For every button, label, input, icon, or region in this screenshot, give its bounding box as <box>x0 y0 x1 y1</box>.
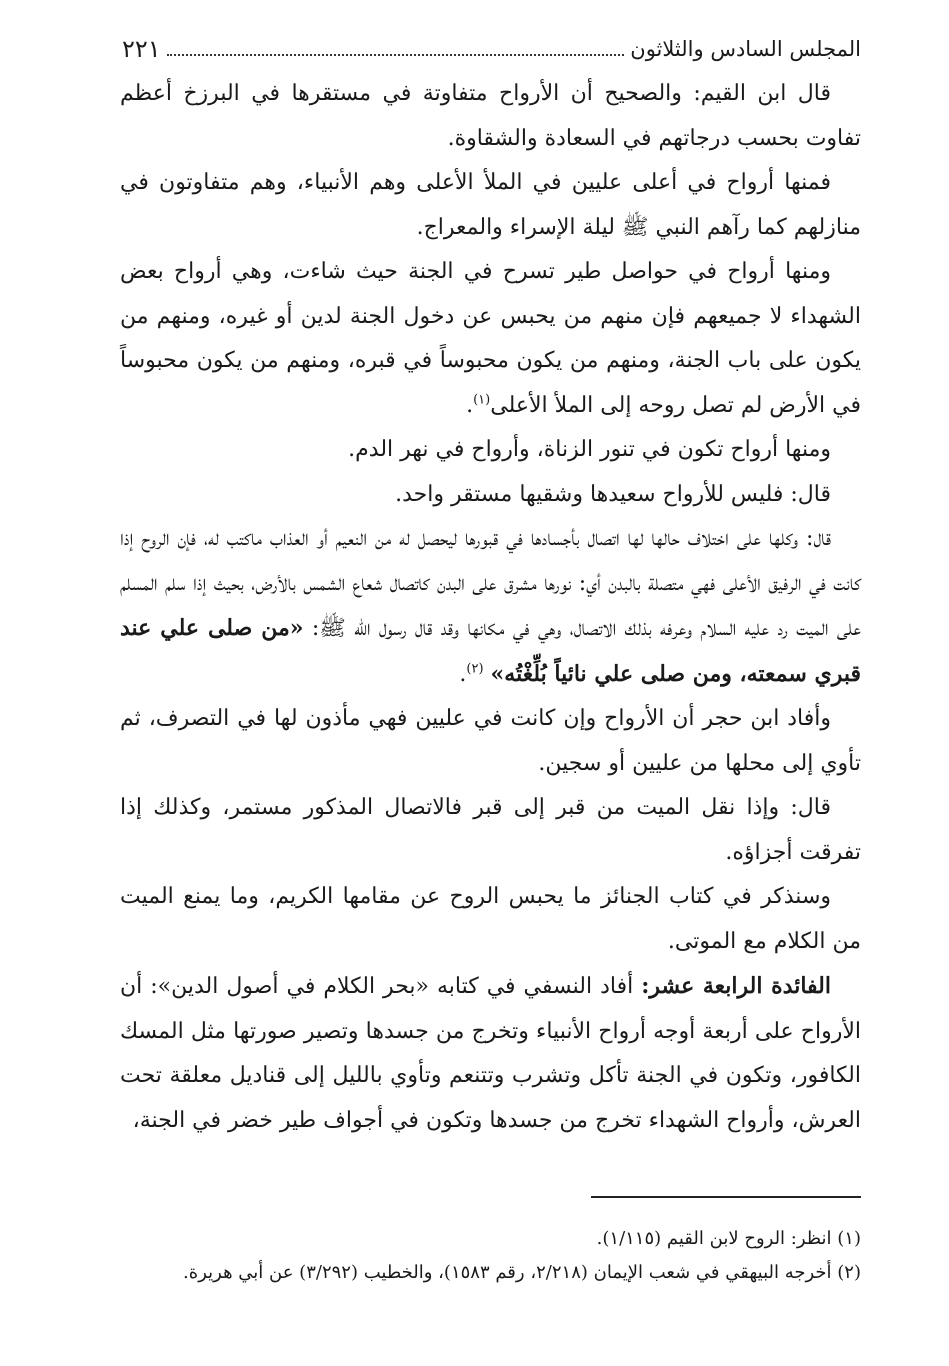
section-heading: الفائدة الرابعة عشر: <box>641 973 831 999</box>
footnote-separator <box>591 1196 861 1198</box>
paragraph <box>120 964 861 1143</box>
paragraph: ومنها أرواح تكون في تنور الزناة، وأرواح في نهر الدم. <box>348 437 831 462</box>
paragraph-text: قال: وكلها على اختلاف حالها لها اتصال بأجسادها في قبورها ليحصل له من النعيم أو العذاب ماكتب له، فإن الروح إذا كانت في الرفيق الأعلى فهي متصلة بالبدن أي: نورها مشرق على البدن كاتصال شعاع الشمس بالأرض، بحيث إذا سلم المسلم على الميت رد عليه السلام وعرفه بذلك الاتصال، وهي في مكانها وقد قال رسول الله ﷺ: <box>120 526 862 641</box>
header-dotted-leader <box>167 54 625 56</box>
hadith-quote: «من صلى علي عند قبري سمعته، ومن صلى علي نائياً بُلِّغْتُه» <box>120 615 861 687</box>
paragraph: وسنذكر في كتاب الجنائز ما يحبس الروح عن مقامها الكريم، وما يمنع الميت من الكلام مع الموتى. <box>120 884 861 954</box>
footnote-reference: (٢) <box>466 661 484 677</box>
page-header <box>122 30 861 64</box>
running-title: المجلس السادس والثلاثون <box>630 37 861 61</box>
paragraph-text: ومنها أرواح في حواصل طير تسرح في الجنة حيث شاءت، وهي أرواح بعض الشهداء لا جميعهم فإن منهم من يحبس عن دخول الجنة لدين أو غيره، ومنهم من يكون على باب الجنة، ومنهم من يكون محبوساً في قبره، ومنهم من يكون محبوساً في الأرض لم تصل روحه إلى الملأ الأعلى <box>120 259 861 418</box>
main-text <box>120 72 861 1143</box>
footnote: (١) انظر: الروح لابن القيم (١/١١٥). <box>596 1228 861 1249</box>
paragraph: قال: فليس للأرواح سعيدها وشقيها مستقر واحد. <box>395 481 831 507</box>
paragraph: وأفاد ابن حجر أن الأرواح وإن كانت في عليين فهي مأذون لها في التصرف، ثم تأوي إلى محلها من عليين أو سجين. <box>120 706 861 776</box>
paragraph: قال: وكلها على اختلاف حالها لها اتصال بأجسادها في قبورها ليحصل له من النعيم أو العذاب ماكتب له، فإن الروح إذا كانت في الرفيق الأعلى فهي متصلة بالبدن أي: نورها مشرق على البدن كاتصال شعاع الشمس بالأرض، بحيث إذا سلم المسلم على الميت رد عليه السلام وعرفه بذلك الاتصال، وهي في مكانها وقد قال رسول الله ﷺ: «من صلى علي عند قبري سمعته، ومن صلى علي نائياً بُلِّغْتُه» $^{(٢)}$. <box>120 526 862 687</box>
footnote: (٢) أخرجه البيهقي في شعب الإيمان (٢/٢١٨، رقم ١٥٨٣)، والخطيب (٣/٢٩٢) عن أبي هريرة. <box>183 1262 861 1283</box>
paragraph: ومنها أرواح في حواصل طير تسرح في الجنة حيث شاءت، وهي أرواح بعض الشهداء لا جميعهم فإن منهم من يحبس عن دخول الجنة لدين أو غيره، ومنهم من يكون على باب الجنة، ومنهم من يكون محبوساً في قبره، ومنهم من يكون محبوساً في الأرض لم تصل روحه إلى الملأ الأعلى$^{(١)}$. <box>120 259 861 418</box>
page-number: ٢٢١ <box>122 35 161 63</box>
paragraph: قال ابن القيم: والصحيح أن الأرواح متفاوتة في مستقرها في البرزخ أعظم تفاوت بحسب درجاتهم في السعادة والشقاوة. <box>120 81 861 151</box>
footnote-reference: (١) <box>473 392 491 408</box>
footnotes <box>120 1222 861 1290</box>
paragraph: قال: وإذا نقل الميت من قبر إلى قبر فالاتصال المذكور مستمر، وكذلك إذا تفرقت أجزاؤه. <box>120 795 861 865</box>
paragraph-text: أفاد النسفي في كتابه «بحر الكلام في أصول الدين»: أن الأرواح على أربعة أوجه أرواح الأنبياء وتخرج من جسدها وتصير صورتها مثل المسك الكافور، وتكون في الجنة تأكل وتشرب وتتنعم وتأوي بالليل إلى قناديل معلقة تحت العرش، وأرواح الشهداء تخرج من جسدها وتكون في أجواف طير خضر في الجنة، <box>120 974 861 1133</box>
paragraph: فمنها أرواح في أعلى عليين في الملأ الأعلى وهم الأنبياء، وهم متفاوتون في منازلهم كما رآهم النبي ﷺ ليلة الإسراء والمعراج. <box>120 170 861 240</box>
